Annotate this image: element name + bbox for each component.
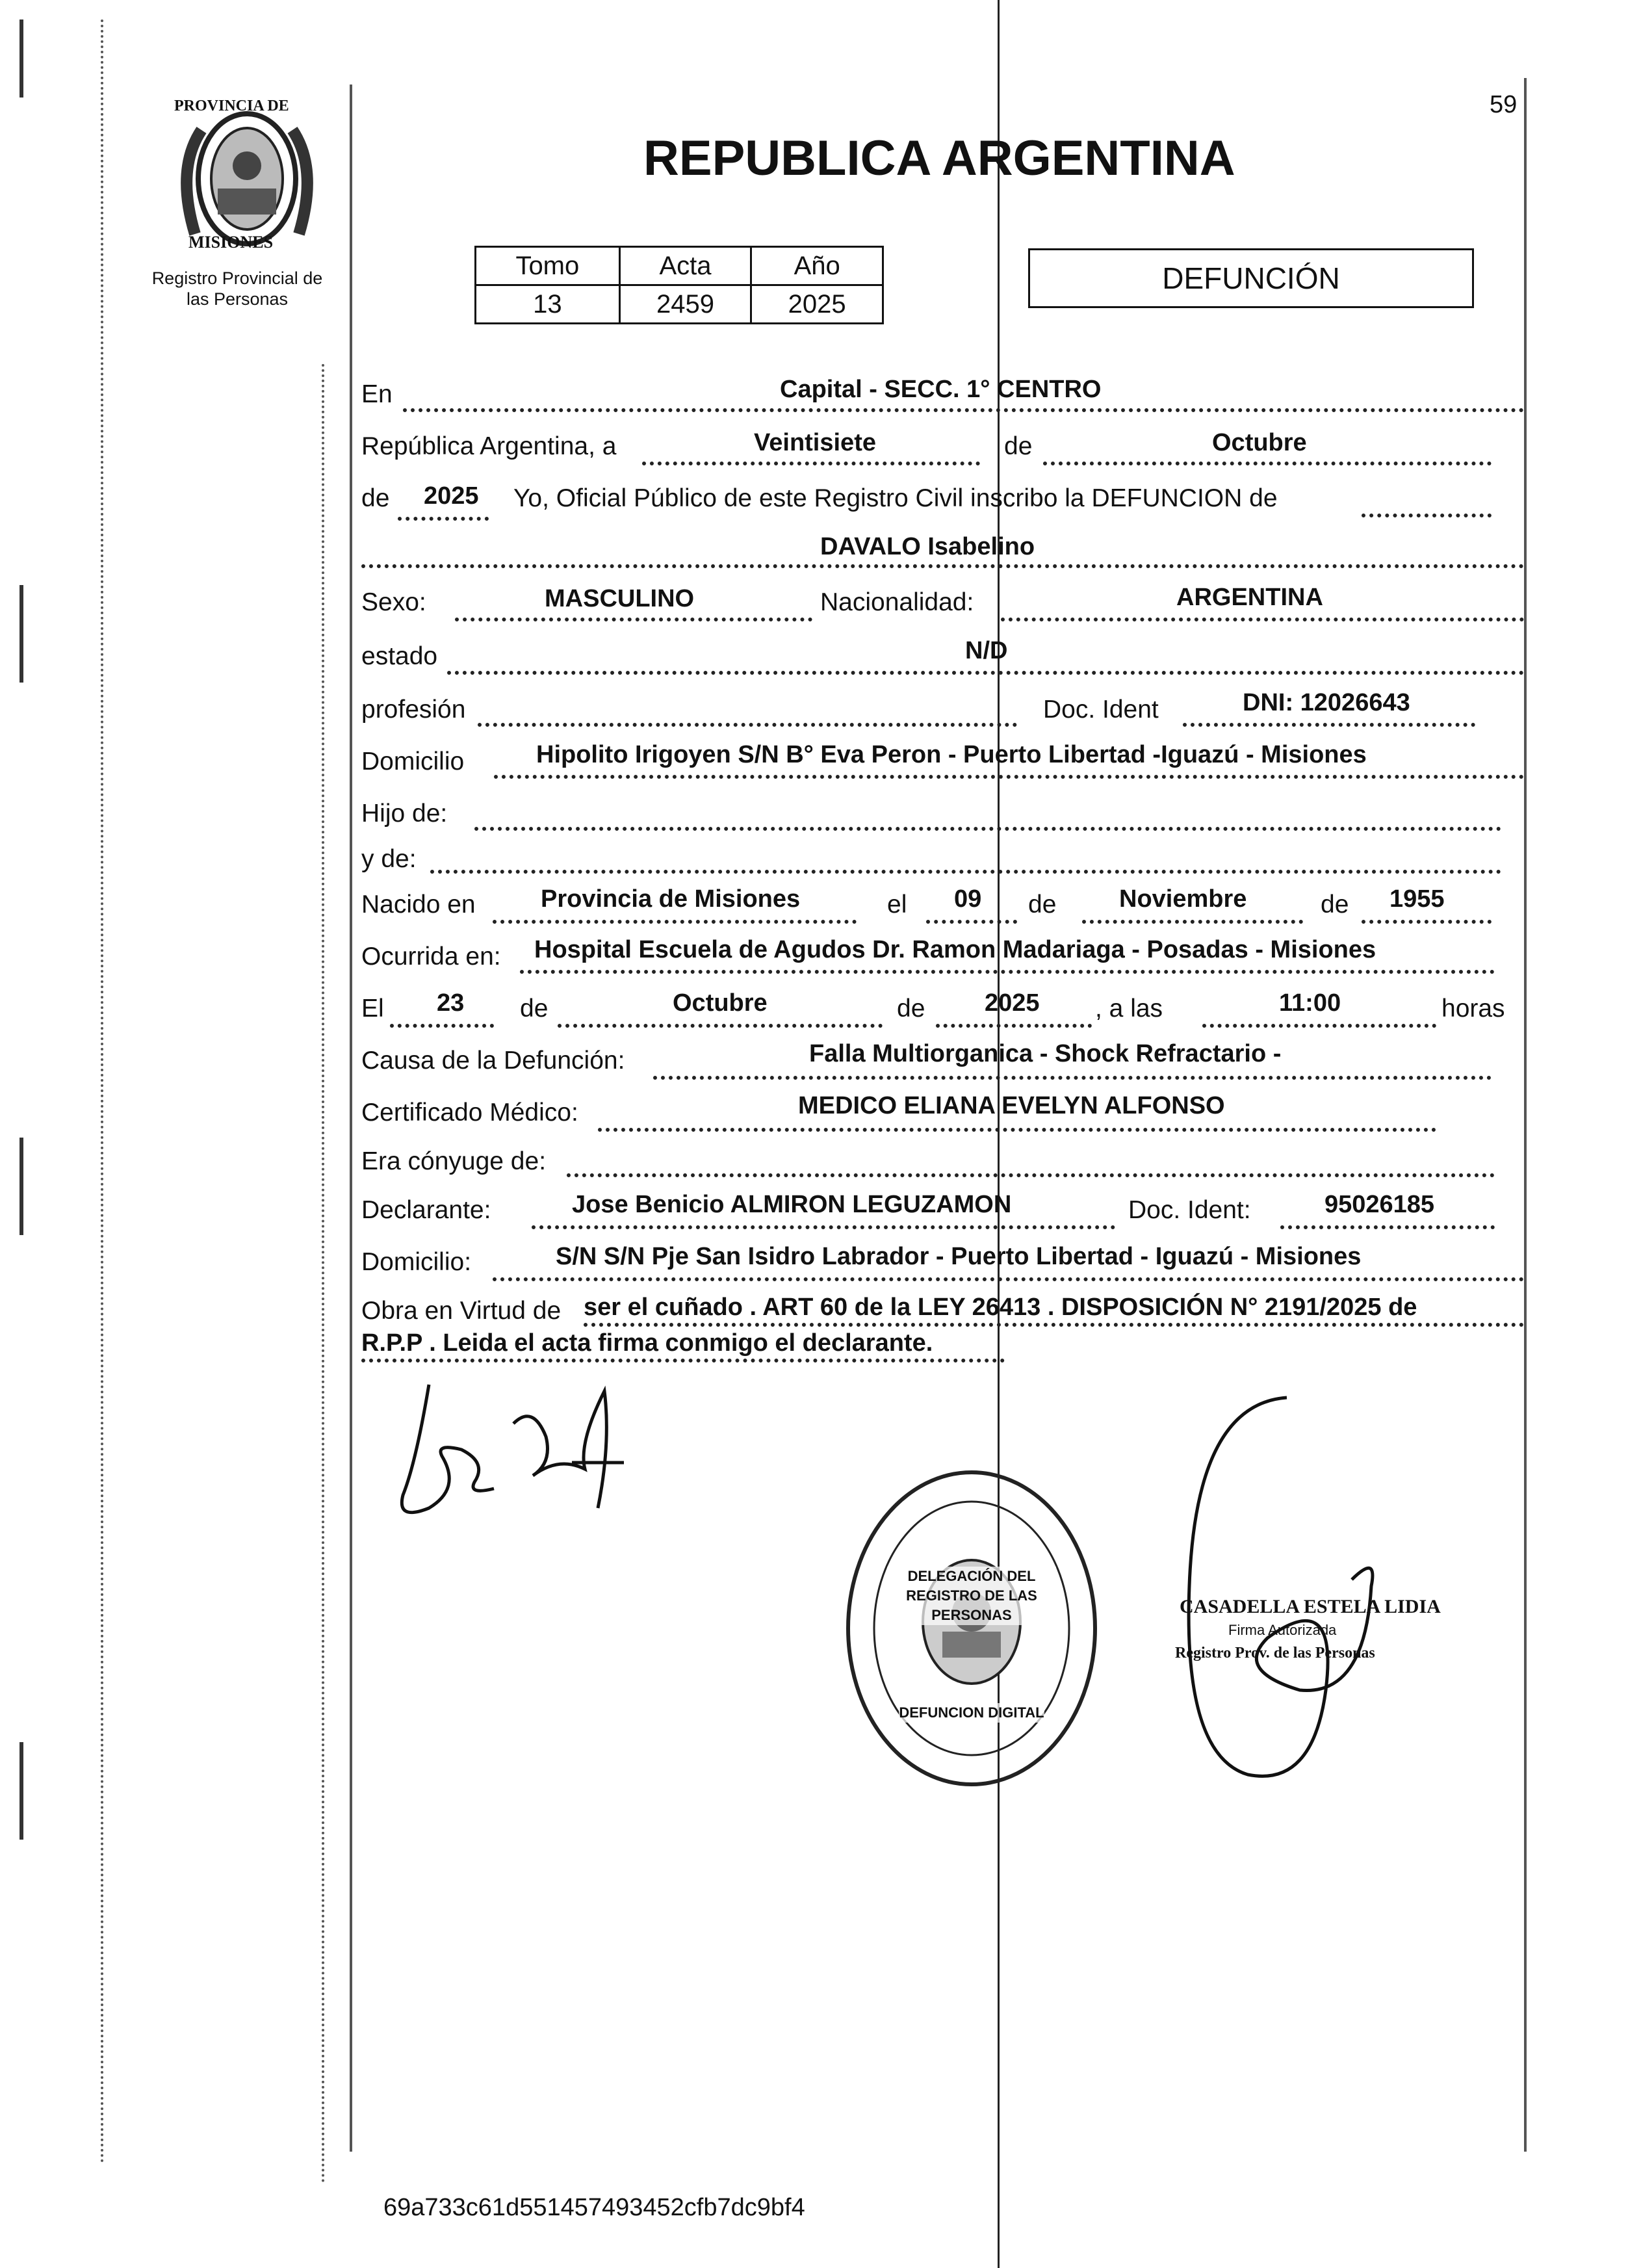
- registry-line-1: Registro Provincial de: [151, 268, 323, 288]
- declarant-signature: [390, 1365, 637, 1534]
- margin-guide: [101, 20, 103, 2165]
- label-conyuge: Era cónyuge de:: [361, 1147, 547, 1175]
- scan-mark: [19, 20, 23, 98]
- dotted-line: [1362, 514, 1492, 517]
- label-y-de: y de:: [361, 845, 417, 873]
- value-declarante-domicilio: S/N S/N Pje San Isidro Labrador - Puerto Libertad - Iguazú - Misiones: [556, 1243, 1362, 1270]
- stamp-ring-text: DELEGACIÓN DEL REGISTRO DE LAS PERSONAS: [887, 1567, 1056, 1625]
- dotted-line: [1183, 723, 1475, 727]
- fold-line: [998, 0, 1000, 2268]
- dotted-line: [558, 1024, 883, 1028]
- value-obra-line-1: ser el cuñado . ART 60 de la LEY 26413 . DISPOSICIÓN N° 2191/2025 de: [584, 1294, 1417, 1321]
- dotted-line: [1362, 920, 1492, 924]
- official-signature: [1157, 1391, 1430, 1794]
- dotted-line: [584, 1323, 1524, 1327]
- dotted-line: [474, 827, 1501, 831]
- label-yo-oficial: Yo, Oficial Público de este Registro Civil inscribo la DEFUNCION de: [513, 484, 1278, 512]
- value-certificado: MEDICO ELIANA EVELYN ALFONSO: [798, 1092, 1225, 1119]
- dotted-line: [447, 671, 1524, 675]
- value-anio: 2025: [424, 482, 479, 510]
- dotted-line: [398, 517, 489, 521]
- reference-table-header-row: [476, 247, 883, 285]
- left-border: [350, 85, 352, 2152]
- value-dni: DNI: 12026643: [1243, 689, 1410, 716]
- dotted-line: [926, 920, 1017, 924]
- label-profesion: profesión: [361, 696, 466, 723]
- label-obra-en-virtud: Obra en Virtud de: [361, 1297, 562, 1325]
- value-ocurrida-en: Hospital Escuela de Agudos Dr. Ramon Madariaga - Posadas - Misiones: [534, 936, 1376, 963]
- dotted-line: [1001, 618, 1524, 621]
- table-header-anio: Año: [751, 247, 883, 285]
- seal-text-bottom: MISIONES: [188, 233, 274, 252]
- label-certificado: Certificado Médico:: [361, 1099, 578, 1127]
- value-def-mes: Octubre: [673, 989, 768, 1017]
- margin-guide: [322, 364, 324, 2184]
- dotted-line: [361, 564, 1524, 568]
- dotted-line: [430, 870, 1501, 874]
- seal-text-top: PROVINCIA DE: [174, 98, 289, 114]
- label-hijo-de: Hijo de:: [361, 800, 448, 828]
- official-title: Firma Autorizada: [1228, 1622, 1337, 1638]
- label-estado: estado: [361, 642, 438, 670]
- dotted-line: [403, 408, 1524, 412]
- dotted-line: [532, 1225, 1115, 1229]
- label-republica-a: República Argentina, a: [361, 432, 617, 460]
- value-mes: Octubre: [1212, 429, 1307, 456]
- value-nac-dia: 09: [954, 885, 982, 913]
- label-el-fecha: El: [361, 995, 384, 1023]
- scan-mark: [19, 1138, 23, 1235]
- stamp-inner-text: DEFUNCION DIGITAL: [899, 1703, 1044, 1723]
- value-nac-mes: Noviembre: [1119, 885, 1247, 913]
- document-hash: 69a733c61d551457493452cfb7dc9bf4: [383, 2194, 805, 2221]
- value-nac-anio: 1955: [1389, 885, 1445, 913]
- value-nacido-en: Provincia de Misiones: [541, 885, 801, 913]
- label-de-nac-anio: de: [1321, 891, 1349, 919]
- label-declarante: Declarante:: [361, 1196, 491, 1224]
- scan-mark: [19, 1742, 23, 1840]
- official-name: CASADELLA ESTELA LIDIA: [1180, 1596, 1441, 1617]
- value-causa: Falla Multiorganica - Shock Refractario -: [809, 1040, 1282, 1067]
- dotted-line: [567, 1173, 1495, 1177]
- stamp-text: [874, 1560, 1069, 1729]
- value-estado: N/D: [965, 637, 1008, 664]
- dotted-line: [493, 1277, 1524, 1281]
- label-el: el: [887, 891, 907, 919]
- label-de-nac-mes: de: [1028, 891, 1057, 919]
- label-ocurrida-en: Ocurrida en:: [361, 943, 501, 971]
- scan-mark: [19, 585, 23, 683]
- dotted-line: [598, 1128, 1436, 1132]
- label-de: de: [1004, 432, 1033, 460]
- value-nacionalidad: ARGENTINA: [1176, 584, 1323, 611]
- value-sexo: MASCULINO: [545, 585, 695, 612]
- table-value-acta: 2459: [619, 285, 751, 324]
- reference-table-value-row: [476, 285, 883, 324]
- registry-name: [130, 268, 344, 309]
- label-nacionalidad: Nacionalidad:: [820, 588, 974, 616]
- dotted-line: [390, 1024, 494, 1028]
- value-lugar: Capital - SECC. 1° CENTRO: [780, 376, 1102, 403]
- value-def-anio: 2025: [985, 989, 1040, 1017]
- dotted-line: [1043, 462, 1492, 465]
- dotted-line: [1280, 1225, 1495, 1229]
- dotted-line: [494, 775, 1524, 779]
- dotted-line: [520, 970, 1495, 974]
- dotted-line: [1202, 1024, 1436, 1028]
- reference-table: [474, 246, 884, 324]
- dotted-line: [653, 1076, 1492, 1080]
- right-border: [1524, 78, 1527, 2152]
- official-office: Registro Prov. de las Personas: [1175, 1645, 1375, 1662]
- label-de-def-mes: de: [520, 995, 549, 1023]
- value-domicilio: Hipolito Irigoyen S/N B° Eva Peron - Puerto Libertad -Iguazú - Misiones: [536, 741, 1367, 768]
- dotted-line: [1082, 920, 1303, 924]
- dotted-line: [478, 723, 1017, 727]
- label-de-def-anio: de: [897, 995, 925, 1023]
- dotted-line: [642, 462, 980, 465]
- value-dia-letras: Veintisiete: [754, 429, 876, 456]
- label-de-anio: de: [361, 484, 390, 512]
- label-en: En: [361, 380, 393, 408]
- label-domicilio: Domicilio: [361, 748, 465, 776]
- value-obra-line-2: R.P.P . Leida el acta firma conmigo el declarante.: [361, 1329, 933, 1357]
- table-header-acta: Acta: [619, 247, 751, 285]
- table-header-tomo: Tomo: [476, 247, 620, 285]
- value-fallecido: DAVALO Isabelino: [820, 533, 1035, 560]
- label-nacido-en: Nacido en: [361, 891, 476, 919]
- dotted-line: [455, 618, 812, 621]
- value-def-dia: 23: [437, 989, 465, 1017]
- label-domicilio-declarante: Domicilio:: [361, 1248, 472, 1276]
- page-title: REPUBLICA ARGENTINA: [643, 131, 1235, 186]
- label-sexo: Sexo:: [361, 588, 426, 616]
- label-horas: horas: [1441, 995, 1505, 1023]
- dotted-line: [936, 1024, 1092, 1028]
- page-number: 59: [1490, 91, 1518, 118]
- value-declarante: Jose Benicio ALMIRON LEGUZAMON: [572, 1191, 1012, 1218]
- table-value-anio: 2025: [751, 285, 883, 324]
- value-declarante-doc: 95026185: [1324, 1191, 1435, 1218]
- registry-line-2: las Personas: [186, 289, 289, 309]
- label-a-las: , a las: [1095, 995, 1163, 1023]
- value-hora: 11:00: [1279, 989, 1341, 1017]
- record-type-box: DEFUNCIÓN: [1028, 248, 1474, 308]
- label-doc-ident: Doc. Ident: [1043, 696, 1159, 723]
- table-value-tomo: 13: [476, 285, 620, 324]
- dotted-line: [361, 1359, 1005, 1362]
- label-causa: Causa de la Defunción:: [361, 1047, 625, 1075]
- label-doc-ident-declarante: Doc. Ident:: [1128, 1196, 1251, 1224]
- dotted-line: [493, 920, 857, 924]
